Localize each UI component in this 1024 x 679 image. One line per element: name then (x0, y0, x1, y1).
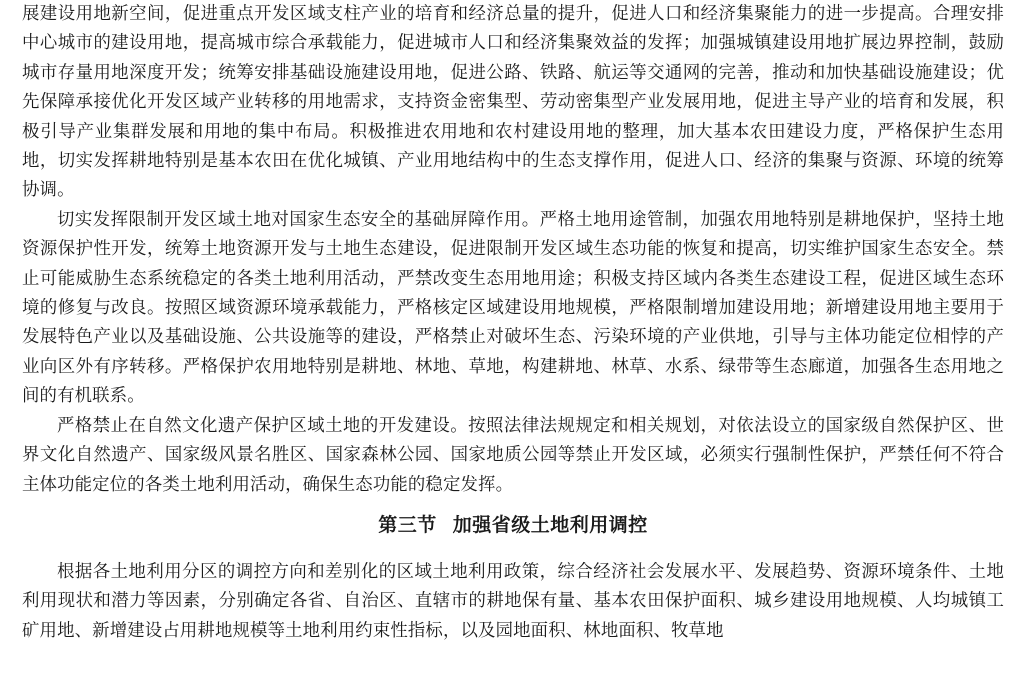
section-title: 加强省级土地利用调控 (452, 513, 648, 536)
paragraph-development-zones: 展建设用地新空间，促进重点开发区域支柱产业的培育和经济总量的提升，促进人口和经济集聚能力的进一步提高。合理安排中心城市的建设用地，提高城市综合承载能力，促进城市人口和经济集聚效益的发挥；加强城镇建设用地扩展边界控制，鼓励城市存量用地深度开发；统筹安排基础设施建设用地，促进公路、铁路、航运等交通网的完善，推动和加快基础设施建设；优先保障承接优化开发区域产业转移的用地需求，支持资金密集型、劳动密集型产业发展用地，促进主导产业的培育和发展，积极引导产业集群发展和用地的集中布局。积极推进农用地和农村建设用地的整理，加大基本农田建设力度，严格保护生态用地，切实发挥耕地特别是基本农田在优化城镇、产业用地结构中的生态支撑作用，促进人口、经济的集聚与资源、环境的统筹协调。 (22, 4, 1004, 201)
paragraph-restricted-zones: 切实发挥限制开发区域土地对国家生态安全的基础屏障作用。严格土地用途管制，加强农用地特别是耕地保护，坚持土地资源保护性开发，统筹土地资源开发与土地生态建设，促进限制开发区域生态功能的恢复和提高，切实维护国家生态安全。禁止可能威胁生态系统稳定的各类土地利用活动，严禁改变生态用地用途；积极支持区域内各类生态建设工程，促进区域生态环境的修复与改良。按照区域资源环境承载能力，严格核定区域建设用地规模，严格限制增加建设用地；新增建设用地主要用于发展特色产业以及基础设施、公共设施等的建设，严格禁止对破坏生态、污染环境的产业供地，引导与主体功能定位相悖的产业向区外有序转移。严格保护农用地特别是耕地、林地、草地，构建耕地、林草、水系、绿带等生态廊道，加强各生态用地之间的有机联系。 (22, 209, 1004, 407)
section-heading (22, 500, 1004, 558)
paragraph-prohibited-zones: 严格禁止在自然文化遗产保护区域土地的开发建设。按照法律法规规定和相关规划，对依法设立的国家级自然保护区、世界文化自然遗产、国家级风景名胜区、国家森林公园、国家地质公园等禁止开发区域，必须实行强制性保护，严禁任何不符合主体功能定位的各类土地利用活动，确保生态功能的稳定发挥。 (22, 415, 1004, 495)
section-number: 第三节 (378, 513, 437, 536)
document-page (22, 0, 1004, 646)
paragraph-provincial-control: 根据各土地利用分区的调控方向和差别化的区域土地利用政策，综合经济社会发展水平、发展趋势、资源环境条件、土地利用现状和潜力等因素，分别确定各省、自治区、直辖市的耕地保有量、基本农田保护面积、城乡建设用地规模、人均城镇工矿用地、新增建设占用耕地规模等土地利用约束性指标，以及园地面积、林地面积、牧草地 (22, 561, 1004, 641)
